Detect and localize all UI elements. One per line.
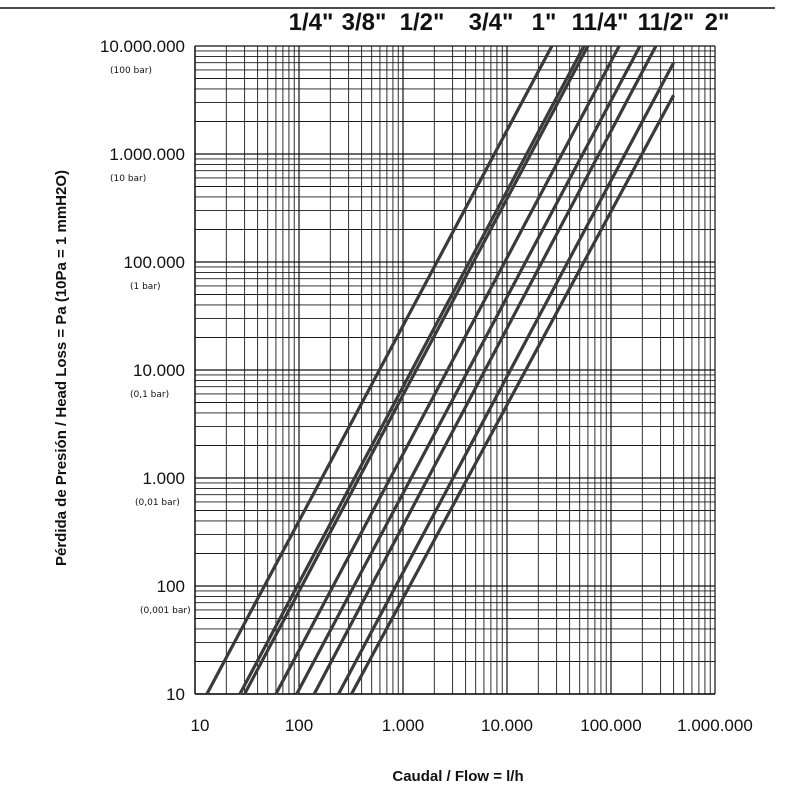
pipe-size-label: 3/4" bbox=[468, 9, 514, 36]
pipe-size-labels bbox=[289, 9, 730, 36]
y-tick-labels bbox=[100, 37, 185, 704]
y-tick-label: 10.000 bbox=[133, 361, 185, 380]
y-tick-note: (0,01 bar) bbox=[135, 498, 180, 508]
y-tick-note: (1 bar) bbox=[130, 282, 161, 292]
x-axis-title: Caudal / Flow = l/h bbox=[392, 768, 524, 785]
y-tick-label: 10.000.000 bbox=[99, 37, 185, 56]
y-tick-note: (0,001 bar) bbox=[140, 606, 191, 616]
y-axis-title: Pérdida de Presión / Head Loss = Pa (10Pa = 1 mmH2O) bbox=[53, 170, 70, 566]
y-tick-label: 1.000.000 bbox=[109, 145, 185, 164]
x-tick-label: 100.000 bbox=[580, 716, 642, 735]
y-tick-note: (0,1 bar) bbox=[130, 390, 170, 400]
pipe-size-label: 1/4" bbox=[288, 9, 334, 36]
grid bbox=[195, 46, 715, 694]
y-tick-note: (10 bar) bbox=[110, 174, 147, 184]
x-tick-label: 100 bbox=[284, 716, 314, 735]
pipe-size-label: 11/2" bbox=[637, 9, 695, 36]
x-tick-label: 1.000.000 bbox=[677, 716, 753, 735]
x-tick-label: 10.000 bbox=[481, 716, 533, 735]
pipe-size-label: 2" bbox=[704, 9, 730, 36]
y-tick-note: (100 bar) bbox=[110, 66, 152, 76]
y-tick-label: 100 bbox=[156, 577, 185, 596]
pipe-size-label: 3/8" bbox=[341, 9, 387, 36]
y-tick-label: 100.000 bbox=[123, 253, 185, 272]
series-line-7 bbox=[339, 63, 674, 694]
y-tick-label: 10 bbox=[166, 685, 185, 704]
x-tick-label: 1.000 bbox=[381, 716, 425, 735]
pipe-size-label: 11/4" bbox=[571, 9, 629, 36]
pipe-size-label: 1/2" bbox=[399, 9, 445, 36]
x-tick-labels bbox=[191, 716, 753, 735]
x-tick-label: 10 bbox=[190, 716, 210, 735]
y-tick-label: 1.000 bbox=[142, 469, 185, 488]
pipe-size-label: 1" bbox=[531, 9, 557, 36]
